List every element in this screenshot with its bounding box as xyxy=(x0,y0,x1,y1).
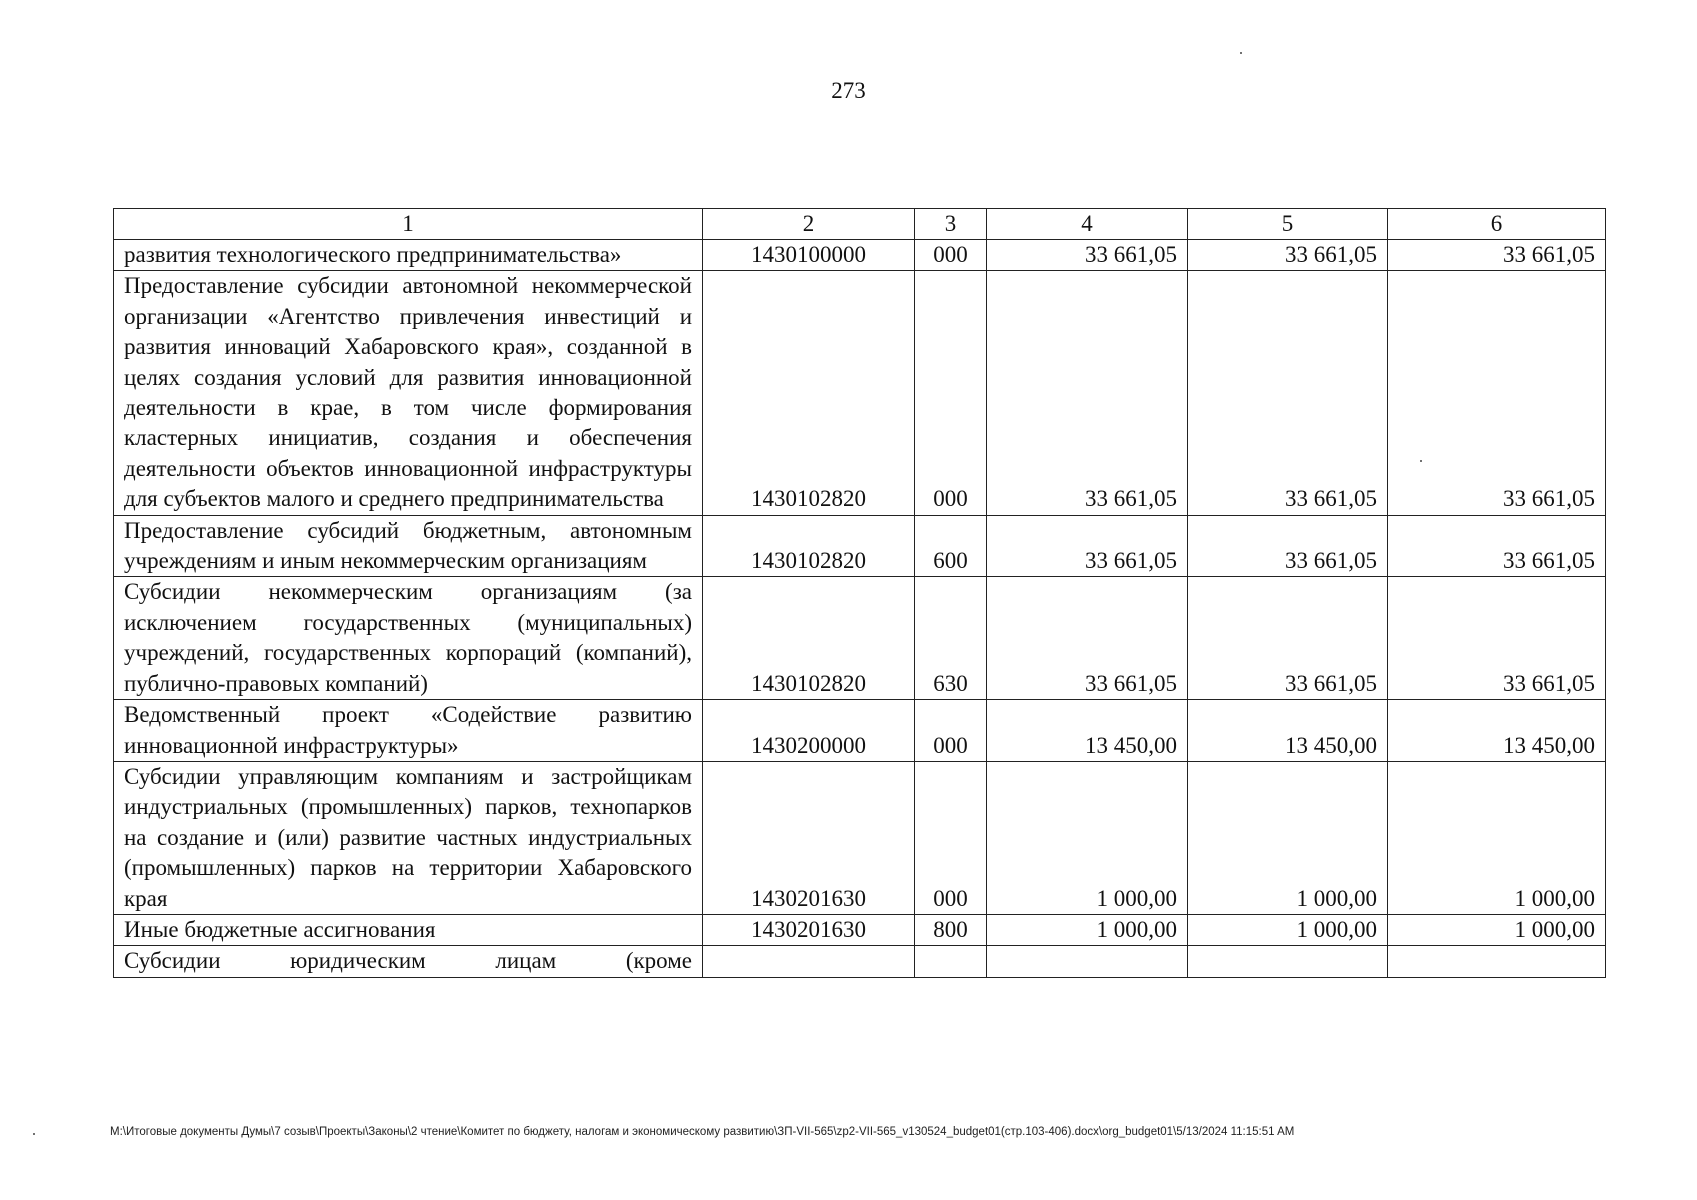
item-name: Предоставление субсидий бюджетным, автономным учреждениям и иным некоммерческим организациям xyxy=(114,515,703,577)
column-header: 5 xyxy=(1188,209,1388,240)
amount-col5: 1 000,00 xyxy=(1188,761,1388,914)
column-header: 1 xyxy=(114,209,703,240)
amount-col4: 1 000,00 xyxy=(987,761,1188,914)
table-row xyxy=(114,240,1606,271)
target-code: 1430102820 xyxy=(703,271,915,515)
amount-col5: 13 450,00 xyxy=(1188,700,1388,762)
amount-col4: 33 661,05 xyxy=(987,577,1188,700)
item-name: Иные бюджетные ассигнования xyxy=(114,914,703,945)
amount-col6: 33 661,05 xyxy=(1388,271,1606,515)
table-header-row xyxy=(114,209,1606,240)
amount-col5 xyxy=(1188,946,1388,977)
document-path-footer: M:\Итоговые документы Думы\7 созыв\Проекты\Законы\2 чтение\Комитет по бюджету, налогам и экономическому развитию\ЗП-VII-565\zp2-VII-565_v130524_budget01(стр.103-406).docx\org_budget01\5/13/2024 11:15:51 AM xyxy=(110,1126,1295,1138)
table-row xyxy=(114,577,1606,700)
scan-speck xyxy=(33,1133,35,1135)
amount-col5: 33 661,05 xyxy=(1188,240,1388,271)
expense-type: 000 xyxy=(915,761,987,914)
amount-col5: 33 661,05 xyxy=(1188,271,1388,515)
amount-col6 xyxy=(1388,946,1606,977)
item-name: Субсидии некоммерческим организациям (за исключением государственных (муниципальных) учреждений, государственных корпораций (компаний), публично-правовых компаний) xyxy=(114,577,703,700)
amount-col6: 33 661,05 xyxy=(1388,240,1606,271)
column-header: 3 xyxy=(915,209,987,240)
amount-col6: 1 000,00 xyxy=(1388,761,1606,914)
page-number: 273 xyxy=(831,78,866,103)
amount-col4: 33 661,05 xyxy=(987,515,1188,577)
table-row xyxy=(114,761,1606,914)
item-name: Субсидии управляющим компаниям и застройщикам индустриальных (промышленных) парков, технопарков на создание и (или) развитие частных индустриальных (промышленных) парков на территории Хабаровского края xyxy=(114,761,703,914)
item-name: Субсидии юридическим лицам (кроме xyxy=(114,946,703,977)
scan-speck xyxy=(1420,460,1422,462)
expense-type: 000 xyxy=(915,700,987,762)
expense-type: 000 xyxy=(915,271,987,515)
target-code: 1430201630 xyxy=(703,761,915,914)
target-code: 1430200000 xyxy=(703,700,915,762)
amount-col6: 33 661,05 xyxy=(1388,577,1606,700)
expense-type: 630 xyxy=(915,577,987,700)
item-name: развития технологического предпринимательства» xyxy=(114,240,703,271)
amount-col6: 33 661,05 xyxy=(1388,515,1606,577)
amount-col4: 33 661,05 xyxy=(987,240,1188,271)
amount-col5: 33 661,05 xyxy=(1188,515,1388,577)
column-header: 6 xyxy=(1388,209,1606,240)
amount-col4 xyxy=(987,946,1188,977)
expense-type: 800 xyxy=(915,914,987,945)
target-code: 1430102820 xyxy=(703,577,915,700)
target-code: 1430102820 xyxy=(703,515,915,577)
table-row xyxy=(114,946,1606,977)
budget-table xyxy=(113,208,1606,978)
target-code: 1430201630 xyxy=(703,914,915,945)
table-row xyxy=(114,700,1606,762)
table-row xyxy=(114,914,1606,945)
column-header: 4 xyxy=(987,209,1188,240)
item-name: Ведомственный проект «Содействие развитию инновационной инфраструктуры» xyxy=(114,700,703,762)
target-code: 1430100000 xyxy=(703,240,915,271)
expense-type xyxy=(915,946,987,977)
amount-col5: 1 000,00 xyxy=(1188,914,1388,945)
column-header: 2 xyxy=(703,209,915,240)
amount-col5: 33 661,05 xyxy=(1188,577,1388,700)
table-row xyxy=(114,515,1606,577)
amount-col4: 1 000,00 xyxy=(987,914,1188,945)
table-row xyxy=(114,271,1606,515)
amount-col4: 33 661,05 xyxy=(987,271,1188,515)
amount-col6: 1 000,00 xyxy=(1388,914,1606,945)
amount-col4: 13 450,00 xyxy=(987,700,1188,762)
scan-speck xyxy=(1240,52,1242,54)
expense-type: 000 xyxy=(915,240,987,271)
item-name: Предоставление субсидии автономной некоммерческой организации «Агентство привлечения инвестиций и развития инноваций Хабаровского края», созданной в целях создания условий для развития инновационной деятельности в крае, в том числе формирования кластерных инициатив, создания и обеспечения деятельности объектов инновационной инфраструктуры для субъектов малого и среднего предпринимательства xyxy=(114,271,703,515)
expense-type: 600 xyxy=(915,515,987,577)
amount-col6: 13 450,00 xyxy=(1388,700,1606,762)
target-code xyxy=(703,946,915,977)
